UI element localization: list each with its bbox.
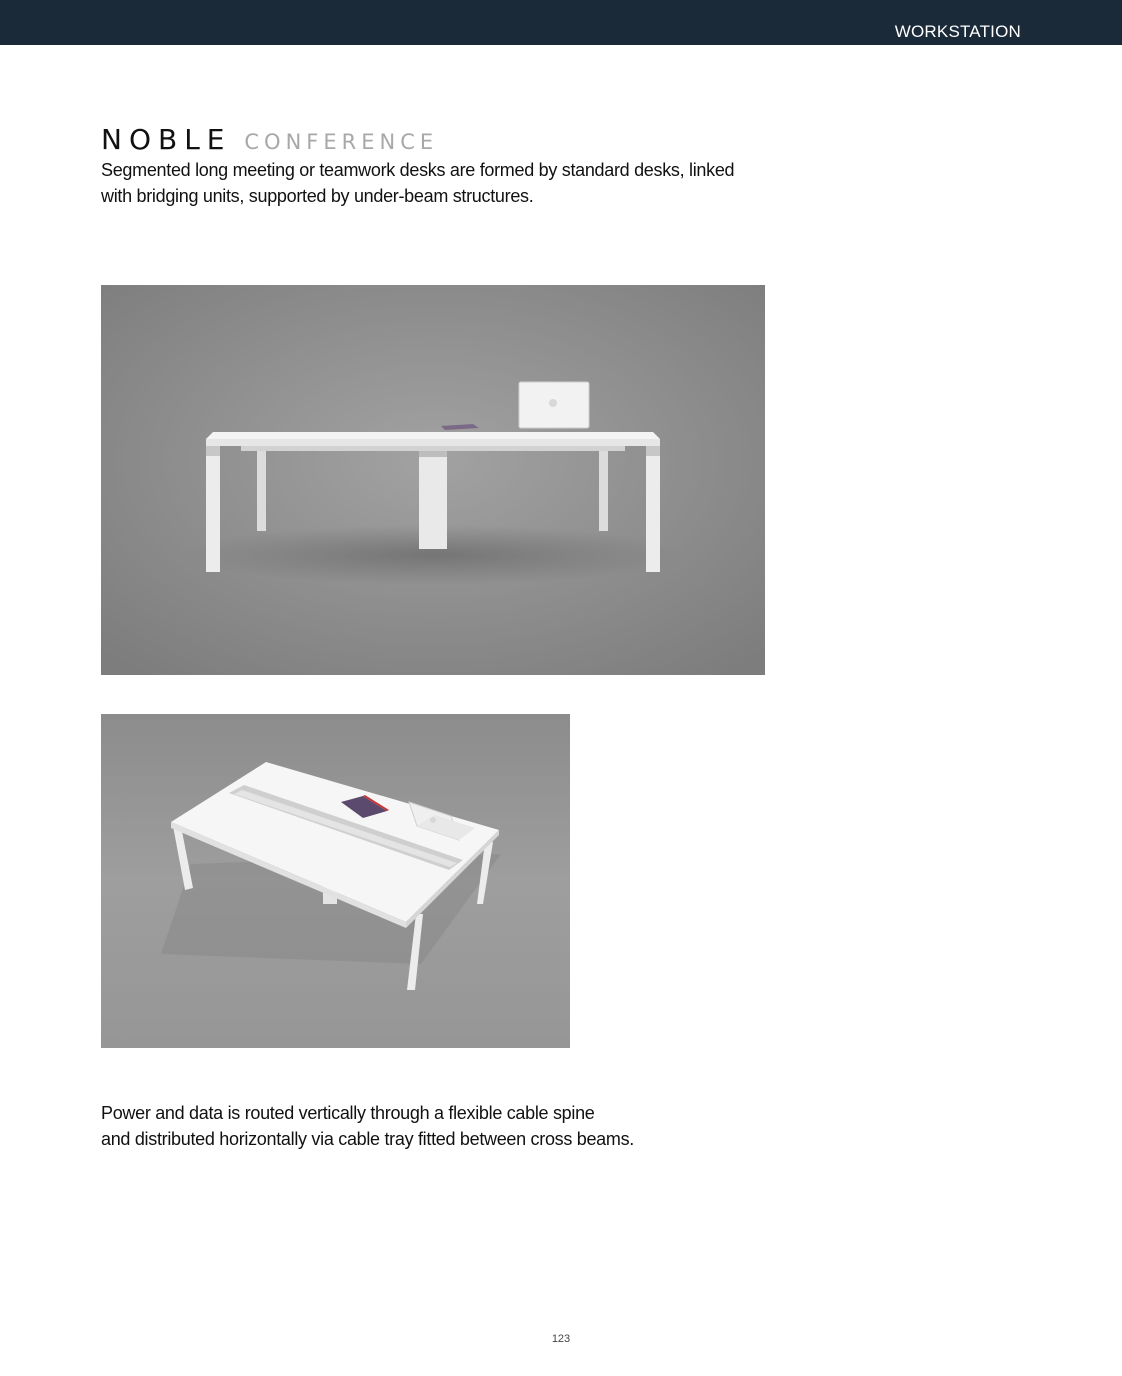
- product-name: NOBLE: [101, 123, 232, 156]
- outro-line-2: and distributed horizontally via cable tray fitted between cross beams.: [101, 1128, 634, 1149]
- section-label: WORKSTATION: [894, 22, 1021, 41]
- outro-paragraph: [101, 1101, 801, 1152]
- outro-line-1: Power and data is routed vertically through a flexible cable spine: [101, 1103, 595, 1123]
- table-top-render: [101, 714, 570, 1048]
- product-subtitle: CONFERENCE: [244, 130, 439, 154]
- table-front-render: [101, 285, 765, 675]
- intro-line-2: with bridging units, supported by under-beam structures.: [101, 185, 534, 206]
- header-bar: [0, 0, 1122, 45]
- page-number: 123: [551, 1333, 571, 1345]
- product-title: [101, 122, 438, 154]
- intro-paragraph: [101, 158, 801, 209]
- intro-line-1: Segmented long meeting or teamwork desks are formed by standard desks, linked: [101, 160, 735, 180]
